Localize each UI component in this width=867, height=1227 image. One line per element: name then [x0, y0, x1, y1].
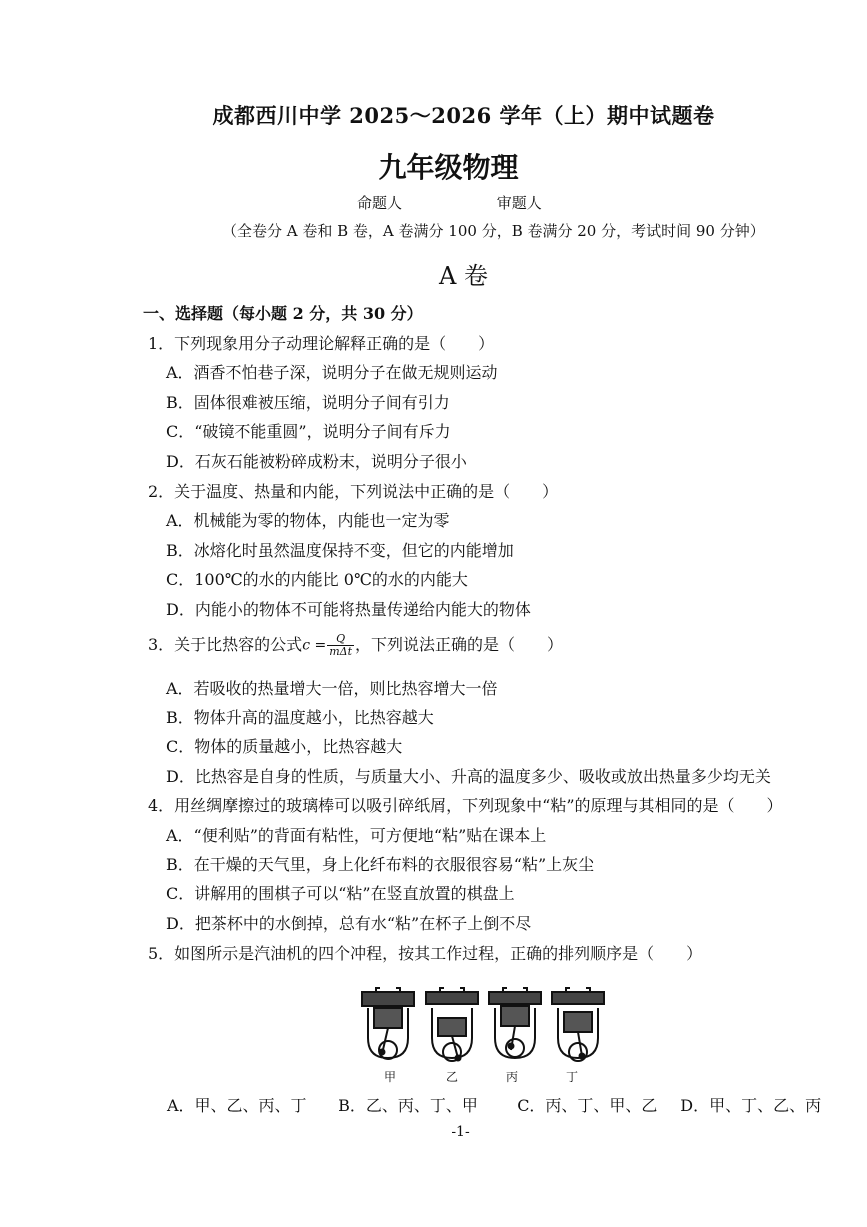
question-1-option-b: B．固体很难被压缩，说明分子间有引力 — [166, 393, 450, 412]
engine-diagram-3 — [489, 988, 541, 1058]
engine-label-ding: 丁 — [566, 1070, 579, 1084]
question-3-option-a: A．若吸收的热量增大一倍，则比热容增大一倍 — [166, 679, 498, 698]
question-3-option-d: D．比热容是自身的性质，与质量大小、升高的温度多少、吸收或放出热量多少均无关 — [166, 767, 771, 786]
question-1-option-d: D．石灰石能被粉碎成粉末，说明分子很小 — [166, 452, 467, 471]
question-1-option-a: A．酒香不怕巷子深，说明分子在做无规则运动 — [166, 363, 498, 382]
formula-fraction — [327, 633, 354, 658]
question-4-option-b: B．在干燥的天气里，身上化纤布料的衣服很容易“粘”上灰尘 — [166, 855, 595, 874]
engine-label-bing: 丙 — [506, 1070, 519, 1084]
question-5-option-d: D．甲、丁、乙、丙 — [680, 1096, 822, 1115]
question-3-option-c: C．物体的质量越小，比热容越大 — [166, 737, 403, 756]
question-4-option-d: D．把茶杯中的水倒掉，总有水“粘”在杯子上倒不尽 — [166, 914, 532, 933]
question-3-stem-prefix: 3．关于比热容的公式 — [148, 635, 303, 654]
section-a-title: A 卷 — [439, 262, 488, 290]
question-1-stem: 1．下列现象用分子动理论解释正确的是（ ） — [148, 334, 495, 353]
specific-heat-formula — [302, 633, 355, 658]
question-2-option-a: A．机械能为零的物体，内能也一定为零 — [166, 511, 450, 530]
formula-lhs: c = — [302, 637, 327, 654]
question-2-option-b: B．冰熔化时虽然温度保持不变，但它的内能增加 — [166, 541, 514, 560]
engine-diagram-2 — [426, 988, 478, 1061]
question-5-option-b: B．乙、丙、丁、甲 — [338, 1096, 478, 1115]
question-3-option-b: B．物体升高的温度越小，比热容越大 — [166, 708, 434, 727]
subject-title: 九年级物理 — [378, 151, 519, 184]
author-line — [357, 192, 542, 213]
question-1-option-c: C．“破镜不能重圆”，说明分子间有斥力 — [166, 422, 451, 441]
engine-label-yi: 乙 — [446, 1070, 459, 1084]
section-heading: 一、选择题（每小题 2 分，共 30 分） — [143, 304, 423, 323]
engine-diagram-4 — [552, 988, 604, 1061]
question-2-option-d: D．内能小的物体不可能将热量传递给内能大的物体 — [166, 600, 531, 619]
question-3-stem — [148, 632, 563, 658]
page-number: -1- — [451, 1124, 470, 1140]
question-3-stem-suffix: ，下列说法正确的是（ ） — [355, 635, 564, 654]
question-4-option-a: A．“便利贴”的背面有粘性，可方便地“粘”贴在课本上 — [166, 826, 547, 845]
question-5-option-c: C．丙、丁、甲、乙 — [517, 1096, 658, 1115]
engine-diagram-1 — [362, 988, 414, 1059]
reviewer-label: 审题人 — [496, 194, 542, 212]
formula-numerator: Q — [327, 633, 354, 646]
author-label: 命题人 — [357, 194, 403, 212]
question-5-stem: 5．如图所示是汽油机的四个冲程，按其工作过程，正确的排列顺序是（ ） — [148, 944, 703, 963]
exam-title: 成都西川中学 2025～2026 学年（上）期中试题卷 — [212, 103, 715, 128]
question-5-option-a: A．甲、乙、丙、丁 — [167, 1096, 307, 1115]
question-4-stem: 4．用丝绸摩擦过的玻璃棒可以吸引碎纸屑，下列现象中“粘”的原理与其相同的是（ ） — [148, 796, 783, 815]
formula-denominator: mΔt — [329, 645, 353, 658]
question-2-option-c: C．100℃的水的内能比 0℃的水的内能大 — [166, 570, 468, 589]
question-2-stem: 2．关于温度、热量和内能，下列说法中正确的是（ ） — [148, 482, 559, 501]
exam-note: （全卷分 A 卷和 B 卷，A 卷满分 100 分，B 卷满分 20 分，考试时间 90 分钟） — [222, 222, 765, 240]
engine-label-jia: 甲 — [384, 1070, 397, 1084]
question-4-option-c: C．讲解用的围棋子可以“粘”在竖直放置的棋盘上 — [166, 884, 515, 903]
question-5-answers — [167, 1093, 821, 1116]
